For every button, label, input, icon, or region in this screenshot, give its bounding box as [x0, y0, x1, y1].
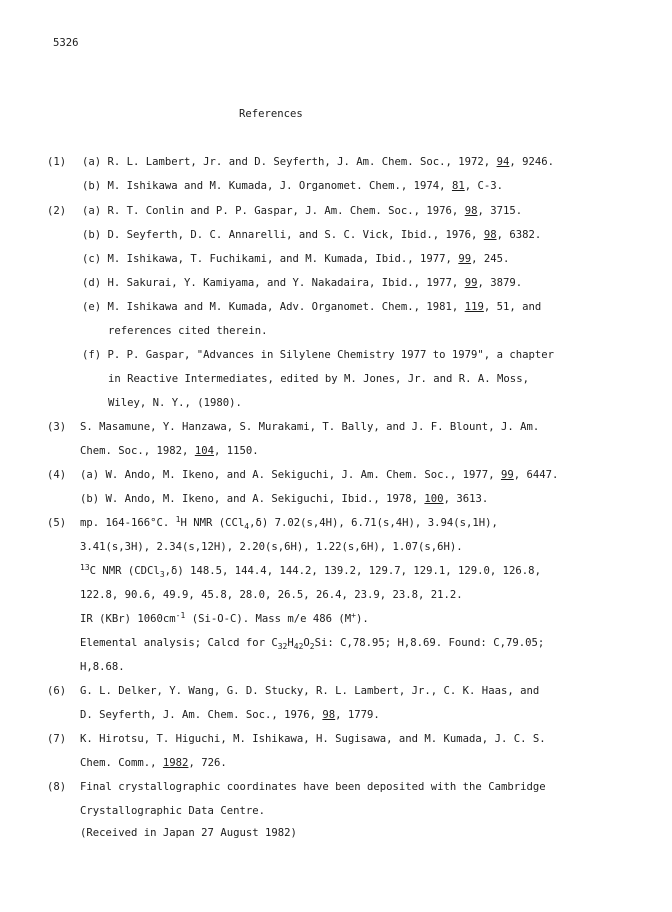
ref-6-number: (6): [47, 685, 67, 697]
ref-5-ir-mass: IR (KBr) $1060cm^{-1}$ (Si-O-C). Mass m/e 486 (M+).: [80, 611, 369, 625]
ref-5-elemental-analysis: Elemental analysis; Calcd for $C_{32}H_{42}O_2Si$: C,78.95; H,8.69. Found: C,79.05;: [80, 637, 545, 651]
ref-2-number: (2): [47, 205, 67, 217]
references-heading: References: [239, 108, 303, 120]
ref-2f-line1: (f) P. P. Gaspar, "Advances in Silylene Chemistry 1977 to 1979", a chapter: [82, 349, 554, 361]
ref-2b: (b) D. Seyferth, D. C. Annarelli, and S. C. Vick, Ibid., 1976, 98, 6382.: [82, 229, 542, 241]
ref-7-line1: K. Hirotsu, T. Higuchi, M. Ishikawa, H. Sugisawa, and M. Kumada, J. C. S.: [80, 733, 546, 745]
ref-1b: (b) M. Ishikawa and M. Kumada, J. Organomet. Chem., 1974, 81, C-3.: [82, 180, 503, 192]
ref-2d: (d) H. Sakurai, Y. Kamiyama, and Y. Nakadaira, Ibid., 1977, 99, 3879.: [82, 277, 523, 289]
ref-7-number: (7): [47, 733, 67, 745]
ref-5-c-nmr-continued: 122.8, 90.6, 49.9, 45.8, 28.0, 26.5, 26.4, 23.9, 23.8, 21.2.: [80, 589, 463, 601]
ref-3-line2: Chem. Soc., 1982, 104, 1150.: [80, 445, 259, 457]
ref-2f-line2: in Reactive Intermediates, edited by M. Jones, Jr. and R. A. Moss,: [108, 373, 529, 385]
ref-2f-line3: Wiley, N. Y., (1980).: [108, 397, 242, 409]
ref-4a: (a) W. Ando, M. Ikeno, and A. Sekiguchi, J. Am. Chem. Soc., 1977, 99, 6447.: [80, 469, 559, 481]
ref-6-line1: G. L. Delker, Y. Wang, G. D. Stucky, R. L. Lambert, Jr., C. K. Haas, and: [80, 685, 540, 697]
ref-8-line2: Crystallographic Data Centre.: [80, 805, 265, 817]
ref-5-c-nmr: $^{13}$C NMR (CDCl$_3$,δ) 148.5, 144.4, 144.2, 139.2, 129.7, 129.1, 129.0, 126.8,: [80, 563, 541, 579]
ref-8-line1: Final crystallographic coordinates have been deposited with the Cambridge: [80, 781, 546, 793]
ref-5-elemental-analysis-continued: H,8.68.: [80, 661, 125, 673]
ref-5-number: (5): [47, 517, 67, 529]
ref-6-line2: D. Seyferth, J. Am. Chem. Soc., 1976, 98, 1779.: [80, 709, 380, 721]
ref-7-line2: Chem. Comm., 1982, 726.: [80, 757, 227, 769]
ref-2e-continued: references cited therein.: [108, 325, 268, 337]
ref-4-number: (4): [47, 469, 67, 481]
ref-1a: (a) R. L. Lambert, Jr. and D. Seyferth, J. Am. Chem. Soc., 1972, 94, 9246.: [82, 156, 554, 168]
ref-2c: (c) M. Ishikawa, T. Fuchikami, and M. Kumada, Ibid., 1977, 99, 245.: [82, 253, 510, 265]
page-number: 5326: [53, 37, 79, 49]
ref-2a: (a) R. T. Conlin and P. P. Gaspar, J. Am. Chem. Soc., 1976, 98, 3715.: [82, 205, 523, 217]
ref-2e: (e) M. Ishikawa and M. Kumada, Adv. Organomet. Chem., 1981, 119, 51, and: [82, 301, 542, 313]
ref-3-number: (3): [47, 421, 67, 433]
ref-1-number: (1): [47, 156, 67, 168]
ref-5-h-nmr: mp. 164-166°C. $^1$H NMR (CCl$_4$,δ) 7.02(s,4H), 6.71(s,4H), 3.94(s,1H),: [80, 515, 498, 531]
ref-4b: (b) W. Ando, M. Ikeno, and A. Sekiguchi, Ibid., 1978, 100, 3613.: [80, 493, 489, 505]
ref-3-line1: S. Masamune, Y. Hanzawa, S. Murakami, T. Bally, and J. F. Blount, J. Am.: [80, 421, 540, 433]
ref-8-number: (8): [47, 781, 67, 793]
ref-5-h-nmr-continued: 3.41(s,3H), 2.34(s,12H), 2.20(s,6H), 1.22(s,6H), 1.07(s,6H).: [80, 541, 463, 553]
received-date: (Received in Japan 27 August 1982): [80, 827, 297, 839]
